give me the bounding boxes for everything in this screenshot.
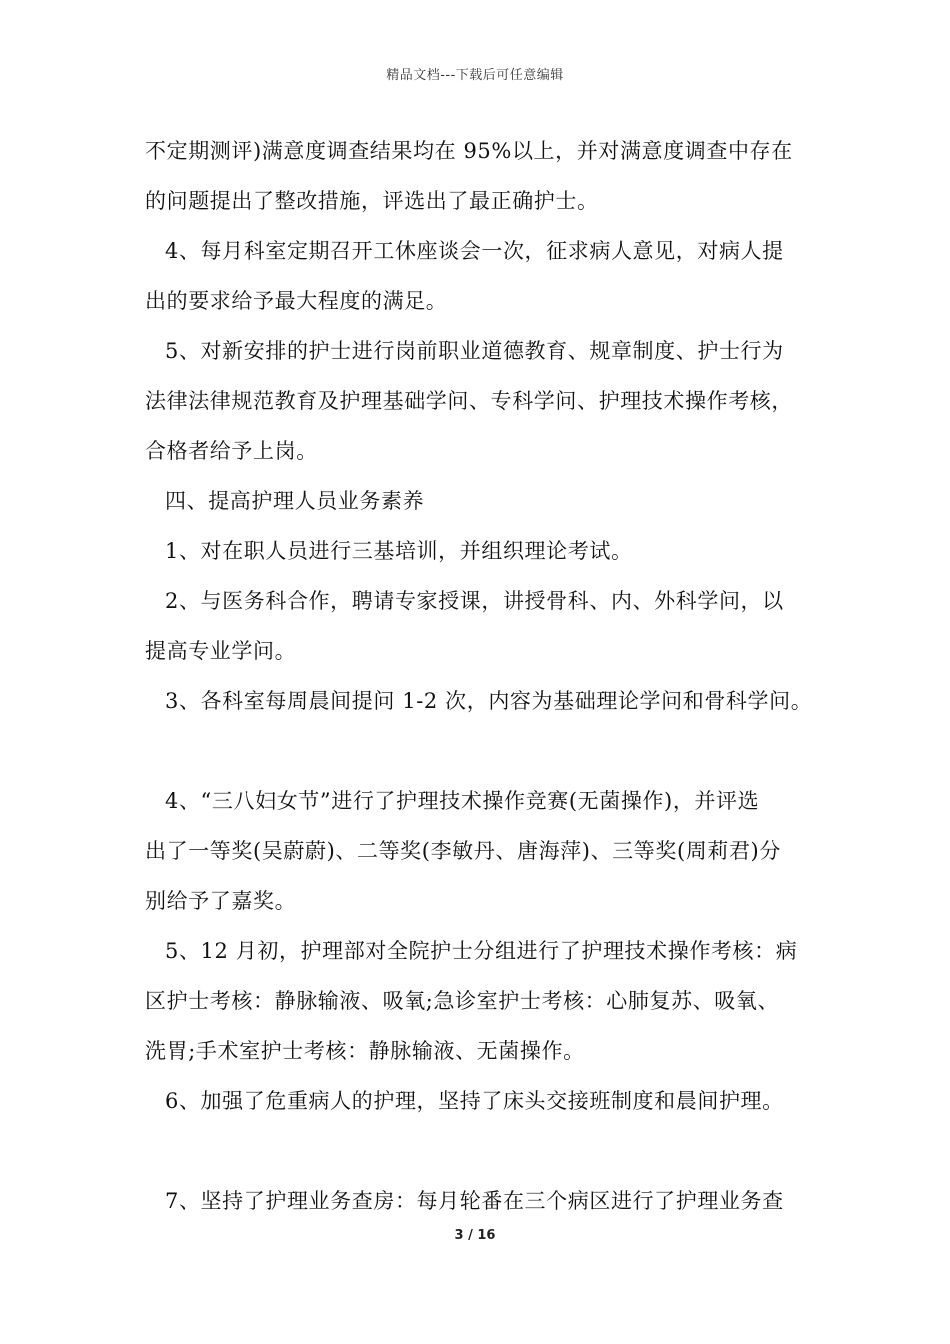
- paragraph-line: 合格者给予上岗。: [145, 439, 318, 463]
- blank-line: [145, 726, 810, 776]
- paragraph-line: 的问题提出了整改措施，评选出了最正确护士。: [145, 189, 599, 213]
- paragraph-line: 不定期测评)满意度调查结果均在 95%以上，并对满意度调查中存在: [145, 139, 793, 163]
- paragraph-line: 4、“三八妇女节”进行了护理技术操作竞赛(无菌操作)，并评选: [165, 789, 760, 813]
- paragraph-line: 4、每月科室定期召开工休座谈会一次，征求病人意见，对病人提: [165, 239, 784, 263]
- paragraph-line: 区护士考核：静脉输液、吸氧;急诊室护士考核：心肺复苏、吸氧、: [145, 989, 780, 1013]
- paragraph-line: 1、对在职人员进行三基培训，并组织理论考试。: [165, 539, 633, 563]
- paragraph-line: 出了一等奖(吴蔚蔚)、二等奖(李敏丹、唐海萍)、三等奖(周莉君)分: [145, 839, 781, 863]
- section-heading: 四、提高护理人员业务素养: [165, 489, 425, 513]
- paragraph-line: 5、对新安排的护士进行岗前职业道德教育、规章制度、护士行为: [165, 339, 784, 363]
- paragraph-line: 5、12 月初，护理部对全院护士分组进行了护理技术操作考核：病: [165, 939, 798, 963]
- paragraph-line: 提高专业学问。: [145, 639, 297, 663]
- paragraph-line: 3、各科室每周晨间提问 1-2 次，内容为基础理论学问和骨科学问。: [165, 689, 813, 713]
- page-number: 3 / 16: [454, 1228, 496, 1243]
- blank-line: [145, 1126, 810, 1176]
- paragraph-line: 7、坚持了护理业务查房：每月轮番在三个病区进行了护理业务查: [165, 1189, 784, 1213]
- paragraph-line: 法律法律规范教育及护理基础学问、专科学问、护理技术操作考核，: [145, 389, 793, 413]
- body-text: [145, 126, 813, 1226]
- paragraph-line: 洗胃;手术室护士考核：静脉输液、无菌操作。: [145, 1039, 585, 1063]
- page-header: 精品文档---下载后可任意编辑: [386, 68, 564, 83]
- paragraph-line: 2、与医务科合作，聘请专家授课，讲授骨科、内、外科学问，以: [165, 589, 784, 613]
- paragraph-line: 别给予了嘉奖。: [145, 889, 297, 913]
- paragraph-line: 6、加强了危重病人的护理，坚持了床头交接班制度和晨间护理。: [165, 1089, 784, 1113]
- paragraph-line: 出的要求给予最大程度的满足。: [145, 289, 448, 313]
